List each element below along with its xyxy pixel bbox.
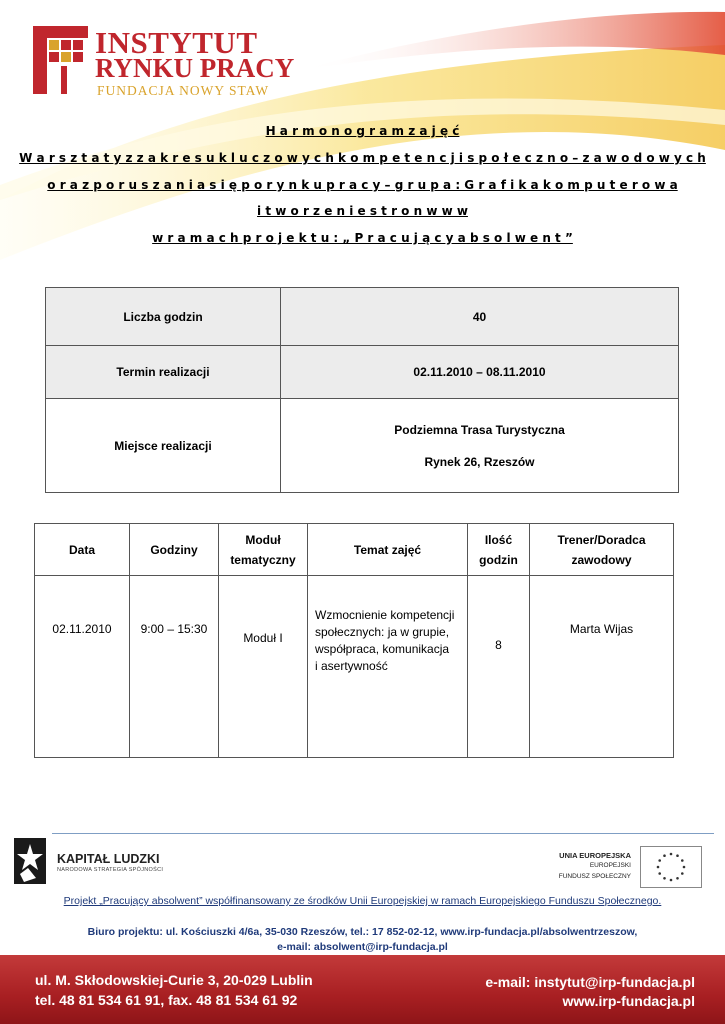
place-line1: Podziemna Trasa Turystyczna <box>394 422 565 437</box>
row-count: 8 <box>468 576 530 758</box>
row-topic-line1: Wzmocnienie kompetencji <box>315 608 455 622</box>
row-module: Moduł I <box>219 576 308 758</box>
place-label: Miejsce realizacji <box>46 399 281 493</box>
funding-note <box>0 896 725 907</box>
row-topic-line3: współpraca, komunikacja <box>315 642 450 656</box>
term-label: Termin realizacji <box>46 346 281 399</box>
institute-logo-icon <box>33 26 88 94</box>
header-module-line1: Moduł <box>245 532 281 547</box>
row-topic-line4: i asertywność <box>315 659 388 673</box>
row-topic-line2: społecznych: ja w grupie, <box>315 625 450 639</box>
place-line2: Rynek 26, Rzeszów <box>424 454 535 469</box>
header-count <box>468 524 530 576</box>
row-trainer: Marta Wijas <box>530 576 674 758</box>
term-value: 02.11.2010 – 08.11.2010 <box>281 346 679 399</box>
office-email: e-mail: absolwent@irp-fundacja.pl <box>277 941 448 953</box>
kapital-ludzki-subtitle: NARODOWA STRATEGIA SPÓJNOŚCI <box>57 867 164 873</box>
doc-title: H a r m o n o g r a m z a j ę ć <box>265 124 460 138</box>
eu-label-line2: EUROPEJSKI <box>589 862 631 869</box>
doc-subtitle-line3: i t w o r z e n i e s t r o n w w w <box>257 204 468 218</box>
table-row <box>35 576 674 758</box>
eu-label-line1: UNIA EUROPEJSKA <box>559 851 631 860</box>
hours-label: Liczba godzin <box>46 288 281 346</box>
header-count-line1: Ilość <box>484 532 513 547</box>
kapital-ludzki-title: KAPITAŁ LUDZKI <box>57 852 160 866</box>
doc-subtitle-line1: W a r s z t a t y z z a k r e s u k l u c z o w y c h k o m p e t e n c j i s p o ł e c z n o – z a w o d o w y c h <box>19 151 706 165</box>
place-value <box>281 399 679 493</box>
logo-title-line2: RYNKU PRACY <box>95 53 295 83</box>
funding-note-text: Projekt „Pracujący absolwent” współfinansowany ze środków Unii Europejskiej w ramach Europejskiego Funduszu Społecznego. <box>63 895 662 907</box>
header-topic: Temat zajęć <box>308 524 468 576</box>
header-trainer-line1: Trener/Doradca <box>557 532 646 547</box>
schedule-header-row <box>35 524 674 576</box>
info-table <box>45 287 679 493</box>
band-address: ul. M. Skłodowskiej-Curie 3, 20-029 Lublin <box>35 972 313 988</box>
logo-subtitle: FUNDACJA NOWY STAW <box>97 83 270 98</box>
hours-value: 40 <box>281 288 679 346</box>
office-address: Biuro projektu: ul. Kościuszki 4/6a, 35-030 Rzeszów, tel.: 17 852-02-12, www.irp-fundacja.pl/absolwentrzeszow, <box>87 926 638 938</box>
header-module <box>219 524 308 576</box>
kapital-ludzki-logo-icon <box>14 838 46 884</box>
schedule-table <box>34 523 674 758</box>
header-hours: Godziny <box>130 524 219 576</box>
doc-subtitle-line4: w r a m a c h p r o j e k t u : „ P r a c u j ą c y a b s o l w e n t ” <box>152 231 573 245</box>
row-topic <box>308 576 468 758</box>
header-date: Data <box>35 524 130 576</box>
band-phone: tel. 48 81 534 61 91, fax. 48 81 534 61 92 <box>35 992 298 1008</box>
header-trainer <box>530 524 674 576</box>
footer-divider <box>52 833 714 834</box>
eu-flag-icon <box>640 846 702 888</box>
header-module-line2: tematyczny <box>230 552 296 567</box>
logo-title-line1: INSTYTUT <box>95 25 258 60</box>
doc-subtitle-line2: o r a z p o r u s z a n i a s i ę p o r y n k u p r a c y – g r u p a : G r a f i k a k o m p u t e r o w a <box>47 178 678 192</box>
header-count-line2: godzin <box>479 552 518 567</box>
band-email: e-mail: instytut@irp-fundacja.pl <box>485 974 695 990</box>
band-website: www.irp-fundacja.pl <box>562 993 695 1009</box>
row-hours: 9:00 – 15:30 <box>130 576 219 758</box>
row-date: 02.11.2010 <box>35 576 130 758</box>
header-trainer-line2: zawodowy <box>571 552 632 567</box>
eu-label-line3: FUNDUSZ SPOŁECZNY <box>558 873 631 880</box>
